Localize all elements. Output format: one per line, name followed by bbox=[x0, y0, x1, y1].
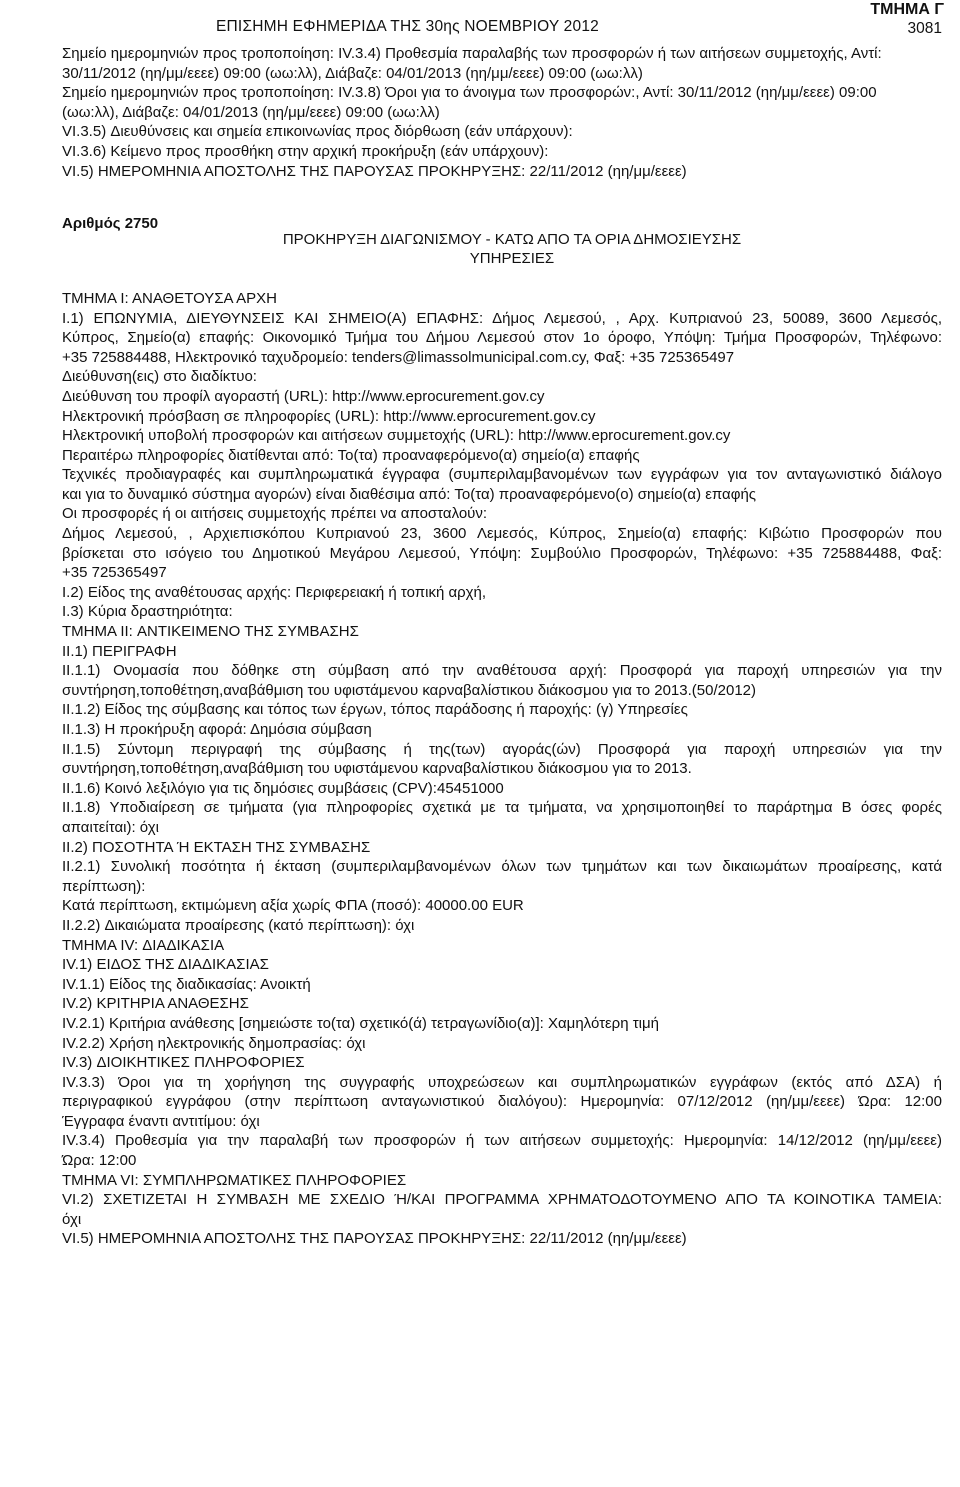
text-line: συντήρηση,τοποθέτηση,αναβάθμιση του υφιστάμενου καρναβαλίστικου διάκοσμου για το 2013.(50/2012) bbox=[62, 681, 756, 699]
text-line: απαιτείται): όχι bbox=[62, 818, 159, 836]
section-heading: ΤΜΗΜΑ VI: ΣΥΜΠΛΗΡΩΜΑΤΙΚΕΣ ΠΛΗΡΟΦΟΡΙΕΣ bbox=[62, 1171, 407, 1189]
subsection-heading: IV.2) ΚΡΙΤΗΡΙΑ ΑΝΑΘΕΣΗΣ bbox=[62, 995, 249, 1013]
text-line: Ηλεκτρονική πρόσβαση σε πληροφορίες (URL): http://www.eprocurement.gov.cy bbox=[62, 407, 596, 425]
section-label: ΤΜΗΜΑ Γ bbox=[870, 1, 944, 18]
subsection-heading: IV.3) ΔΙΟΙΚΗΤΙΚΕΣ ΠΛΗΡΟΦΟΡΙΕΣ bbox=[62, 1054, 305, 1072]
text-line: II.1.8) Υποδιαίρεση σε τμήματα (για πληροφορίες σχετικά με τα τμήματα, να χρησιμοποιηθεί το παράρτημα Β όσες φορές bbox=[62, 799, 942, 817]
text-line: VI.2) ΣΧΕΤΙΖΕΤΑΙ Η ΣΥΜΒΑΣΗ ΜΕ ΣΧΕΔΙΟ Ή/ΚΑΙ ΠΡΟΓΡΑΜΜΑ ΧΡΗΜΑΤΟΔΟΤΟΥΜΕΝΟ ΑΠΟ ΤΑ ΚΟΙΝΟΤΙΚΑ ΤΑΜΕΙΑ: bbox=[62, 1191, 942, 1209]
text-line: VI.5) ΗΜΕΡΟΜΗΝΙΑ ΑΠΟΣΤΟΛΗΣ ΤΗΣ ΠΑΡΟΥΣΑΣ ΠΡΟΚΗΡΥΞΗΣ: 22/11/2012 (ηη/μμ/εεεε) bbox=[62, 1230, 687, 1248]
text-line: περιγραφικού εγγράφου (στην περίπτωση ανταγωνιστικού διαλόγου): Ημερομηνία: 07/12/2012 (ηη/μμ/εεεε) Ώρα: 12:00 bbox=[62, 1093, 942, 1111]
notice-title-line-2: ΥΠΗΡΕΣΙΕΣ bbox=[469, 250, 555, 268]
text-line: και για το δυναμικό σύστημα αγορών) είναι διαθέσιμα από: Το(τα) προαναφερόμενο(ο) σημείο(α) επαφής bbox=[62, 485, 757, 503]
page-number: 3081 bbox=[907, 20, 942, 37]
text-line: συντήρηση,τοποθέτηση,αναβάθμιση του υφιστάμενου καρναβαλίστικου διάκοσμου για το 2013. bbox=[62, 760, 692, 778]
notice-number: Αριθμός 2750 bbox=[62, 215, 159, 233]
text-line: I.1) ΕΠΩΝΥΜΙΑ, ΔΙΕΥΘΥΝΣΕΙΣ ΚΑΙ ΣΗΜΕΙΟ(Α) ΕΠΑΦΗΣ: Δήμος Λεμεσού, , Αρχ. Κυπριανού 23, 50089, 3600 Λεμεσός, bbox=[62, 309, 942, 327]
text-line: βρίσκεται στο ισόγειο του Δημοτικού Μεγάρου Λεμεσού, Υπόψη: Συμβούλιο Προσφορών, Τηλέφωνο: +35 725884488, Φαξ: bbox=[62, 544, 942, 562]
spacer bbox=[62, 269, 942, 289]
text-line: Δήμος Λεμεσού, , Αρχιεπισκόπου Κυπριανού 23, 3600 Λεμεσός, Κύπρος, Σημείο(α) επαφής: Κιβώτιο Προσφορών που bbox=[62, 525, 942, 543]
text-line: II.1.3) Η προκήρυξη αφορά: Δημόσια σύμβαση bbox=[62, 721, 372, 738]
text-line: Ώρα: 12:00 bbox=[62, 1152, 137, 1170]
text-line: Κύπρος, Σημείο(α) επαφής: Οικονομικό Τμήμα του Δήμου Λεμεσού στον 1ο όροφο, Υπόψη: Τμήμα Προσφορών, Τηλέφωνο: bbox=[62, 329, 942, 347]
text-line: Διεύθυνση του προφίλ αγοραστή (URL): http://www.eprocurement.gov.cy bbox=[62, 387, 545, 405]
subsection-heading: II.2) ΠΟΣΟΤΗΤΑ Ή ΕΚΤΑΣΗ ΤΗΣ ΣΥΜΒΑΣΗΣ bbox=[62, 838, 371, 856]
page-header bbox=[62, 0, 944, 40]
text-line: Ηλεκτρονική υποβολή προσφορών και αιτήσεων συμμετοχής (URL): http://www.eprocurement.gov.cy bbox=[62, 427, 731, 445]
text-line: Σημείο ημερομηνιών προς τροποποίηση: IV.3.4) Προθεσμία παραλαβής των προσφορών ή των αιτήσεων συμμετοχής, Αντί: bbox=[62, 45, 882, 62]
text-line: VI.5) ΗΜΕΡΟΜΗΝΙΑ ΑΠΟΣΤΟΛΗΣ ΤΗΣ ΠΑΡΟΥΣΑΣ ΠΡΟΚΗΡΥΞΗΣ: 22/11/2012 (ηη/μμ/εεεε) bbox=[62, 162, 687, 180]
gazette-title: ΕΠΙΣΗΜΗ ΕΦΗΜΕΡΙΔΑ ΤΗΣ 30ης ΝΟΕΜΒΡΙΟΥ 2012 bbox=[216, 18, 599, 35]
subsection-heading: IV.1) ΕΙΔΟΣ ΤΗΣ ΔΙΑΔΙΚΑΣΙΑΣ bbox=[62, 956, 269, 974]
text-line: περίπτωση): bbox=[62, 877, 146, 895]
text-line: Έγγραφα έναντι αντιτίμου: όχι bbox=[62, 1112, 260, 1130]
text-line: II.1.6) Κοινό λεξιλόγιο για τις δημόσιες συμβάσεις (CPV):45451000 bbox=[62, 779, 504, 797]
text-line: II.1.5) Σύντομη περιγραφή της σύμβασης ή της(των) αγοράς(ών) Προσφορά για παροχή υπηρεσιών για την bbox=[62, 740, 942, 758]
text-line: 30/11/2012 (ηη/μμ/εεεε) 09:00 (ωω:λλ), Διάβαζε: 04/01/2013 (ηη/μμ/εεεε) 09:00 (ωω:λλ) bbox=[62, 64, 643, 82]
text-line: +35 725884488, Ηλεκτρονικό ταχυδρομείο: tenders@limassolmunicipal.com.cy, Φαξ: +35 725365497 bbox=[62, 348, 735, 366]
text-line: I.2) Είδος της αναθέτουσας αρχής: Περιφερειακή ή τοπική αρχή, bbox=[62, 583, 487, 601]
spacer bbox=[62, 181, 942, 214]
text-line: Κατά περίπτωση, εκτιμώμενη αξία χωρίς ΦΠΑ (ποσό): 40000.00 EUR bbox=[62, 897, 524, 915]
text-line: IV.3.4) Προθεσμία για την παραλαβή των προσφορών ή των αιτήσεων συμμετοχής: Ημερομηνία: 14/12/2012 (ηη/μμ/εεεε) bbox=[62, 1132, 942, 1150]
text-line: II.2.1) Συνολική ποσότητα ή έκταση (συμπεριλαμβανομένων όλων των τμημάτων και των δικαιωμάτων προαίρεσης, κατά bbox=[62, 858, 942, 876]
document-body bbox=[62, 44, 942, 1249]
subsection-heading: II.1) ΠΕΡΙΓΡΑΦΗ bbox=[62, 642, 177, 660]
text-line: Οι προσφορές ή οι αιτήσεις συμμετοχής πρέπει να αποσταλούν: bbox=[62, 505, 488, 523]
text-line: II.1.1) Ονομασία που δόθηκε στη σύμβαση από την αναθέτουσα αρχή: Προσφορά για παροχή υπηρεσιών για την bbox=[62, 662, 942, 680]
text-line: IV.2.2) Χρήση ηλεκτρονικής δημοπρασίας: όχι bbox=[62, 1034, 366, 1052]
notice-body bbox=[62, 289, 942, 1249]
notice-title-line-1: ΠΡΟΚΗΡΥΞΗ ΔΙΑΓΩΝΙΣΜΟΥ - ΚΑΤΩ ΑΠΟ ΤΑ ΟΡΙΑ ΔΗΜΟΣΙΕΥΣΗΣ bbox=[282, 230, 742, 248]
text-line: (ωω:λλ), Διάβαζε: 04/01/2013 (ηη/μμ/εεεε) 09:00 (ωω:λλ) bbox=[62, 103, 440, 121]
text-line: II.1.2) Είδος της σύμβασης και τόπος των έργων, τόπος παράδοσης ή παροχής: (γ) Υπηρεσίες bbox=[62, 701, 688, 719]
text-line: Τεχνικές προδιαγραφές και συμπληρωματικά έγγραφα (συμπεριλαμβανομένων των εγγράφων για τον ανταγωνιστικό διάλογο bbox=[62, 466, 942, 484]
text-line: I.3) Κύρια δραστηριότητα: bbox=[62, 603, 233, 621]
text-line: όχι bbox=[62, 1210, 82, 1228]
text-line: Διεύθυνση(εις) στο διαδίκτυο: bbox=[62, 368, 257, 386]
section-heading: ΤΜΗΜΑ Ι: ΑΝΑΘΕΤΟΥΣΑ ΑΡΧΗ bbox=[62, 289, 277, 307]
text-line: Σημείο ημερομηνιών προς τροποποίηση: IV.3.8) Όροι για το άνοιγμα των προσφορών:, Αντί: 30/11/2012 (ηη/μμ/εεεε) 09:00 bbox=[62, 84, 877, 102]
section-heading: ΤΜΗΜΑ II: ΑΝΤΙΚΕΙΜΕΝΟ ΤΗΣ ΣΥΜΒΑΣΗΣ bbox=[62, 623, 359, 641]
text-line: IV.2.1) Κριτήρια ανάθεσης [σημειώστε το(τα) σχετικό(ά) τετραγωνίδιο(α)]: Χαμηλότερη τιμή bbox=[62, 1014, 659, 1032]
top-lines bbox=[62, 44, 942, 181]
text-line: Περαιτέρω πληροφορίες διατίθενται από: Το(τα) προαναφερόμενο(α) σημείο(α) επαφής bbox=[62, 446, 640, 464]
text-line: II.2.2) Δικαιώματα προαίρεσης (κατό περίπτωση): όχι bbox=[62, 916, 415, 934]
text-line: +35 725365497 bbox=[62, 564, 167, 582]
text-line: IV.3.3) Όροι για τη χορήγηση της συγγραφής υποχρεώσεων και συμπληρωματικών εγγράφων (εκτός από ΔΣΑ) ή bbox=[62, 1073, 942, 1091]
text-line: VI.3.6) Κείμενο προς προσθήκη στην αρχική προκήρυξη (εάν υπάρχουν): bbox=[62, 142, 549, 160]
section-heading: ΤΜΗΜΑ IV: ΔΙΑΔΙΚΑΣΙΑ bbox=[62, 936, 225, 954]
text-line: VI.3.5) Διευθύνσεις και σημεία επικοινωνίας προς διόρθωση (εάν υπάρχουν): bbox=[62, 123, 573, 141]
text-line: IV.1.1) Είδος της διαδικασίας: Ανοικτή bbox=[62, 975, 311, 993]
